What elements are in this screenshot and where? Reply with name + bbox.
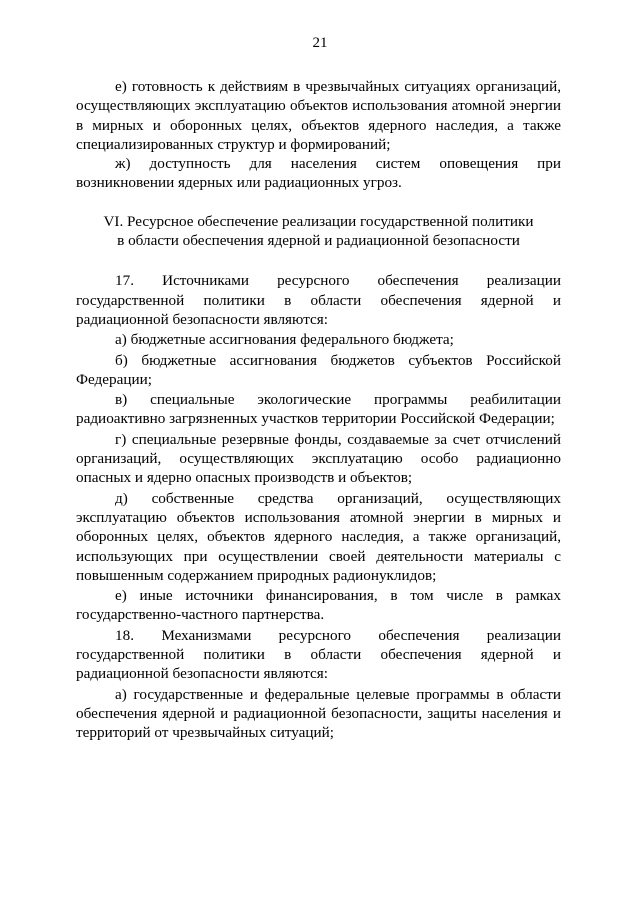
- paragraph-item-d-own-funds: д) собственные средства организаций, осуществляющих эксплуатацию объектов использования атомной энергии в мирных и оборонных целях, объектов ядерного наследия, а также организаций, использующих при осуществлении своей деятельности материалы с повышенным содержанием природных радионуклидов;: [76, 489, 561, 584]
- paragraph-item-b-regional-budgets: б) бюджетные ассигнования бюджетов субъектов Российской Федерации;: [76, 351, 561, 388]
- paragraph-item-a-federal-budget: а) бюджетные ассигнования федерального бюджета;: [115, 331, 454, 349]
- paragraph-17-sources: 17. Источниками ресурсного обеспечения реализации государственной политики в области обеспечения ядерной и радиационной безопасности являются:: [76, 272, 561, 328]
- section-heading-line-2: в области обеспечения ядерной и радиационной безопасности: [117, 232, 520, 250]
- section-heading: [76, 212, 561, 251]
- paragraph-18-mechanisms: 18. Механизмами ресурсного обеспечения реализации государственной политики в области обеспечения ядерной и радиационной безопасности являются:: [76, 626, 561, 683]
- section-heading-line-1: VI. Ресурсное обеспечение реализации государственной политики: [103, 212, 534, 230]
- page-number: 21: [312, 35, 328, 51]
- paragraph-item-v-ecological-programs: в) специальные экологические программы реабилитации радиоактивно загрязненных участков территории Российской Федерации;: [76, 391, 561, 428]
- page-content: [76, 77, 561, 743]
- paragraph-item-g-reserve-funds: г) специальные резервные фонды, создаваемые за счет отчислений организаций, осуществляющих эксплуатацию особо радиационно опасных и ядерно опасных производств и объектов;: [76, 430, 561, 487]
- paragraph-item-zh-accessibility: ж) доступность для населения систем оповещения при возникновении ядерных или радиационных угроз.: [76, 155, 561, 192]
- paragraph-item-a-target-programs: а) государственные и федеральные целевые программы в области обеспечения ядерной и радиационной безопасности, защиты населения и территорий от чрезвычайных ситуаций;: [76, 685, 561, 742]
- paragraph-item-e-other-sources: е) иные источники финансирования, в том числе в рамках государственно-частного партнерства.: [76, 587, 561, 624]
- paragraph-item-e-readiness: е) готовность к действиям в чрезвычайных ситуациях организаций, осуществляющих эксплуатацию объектов использования атомной энергии в мирных и оборонных целях, объектов ядерного наследия, а также специализированных структур и формирований;: [76, 78, 561, 153]
